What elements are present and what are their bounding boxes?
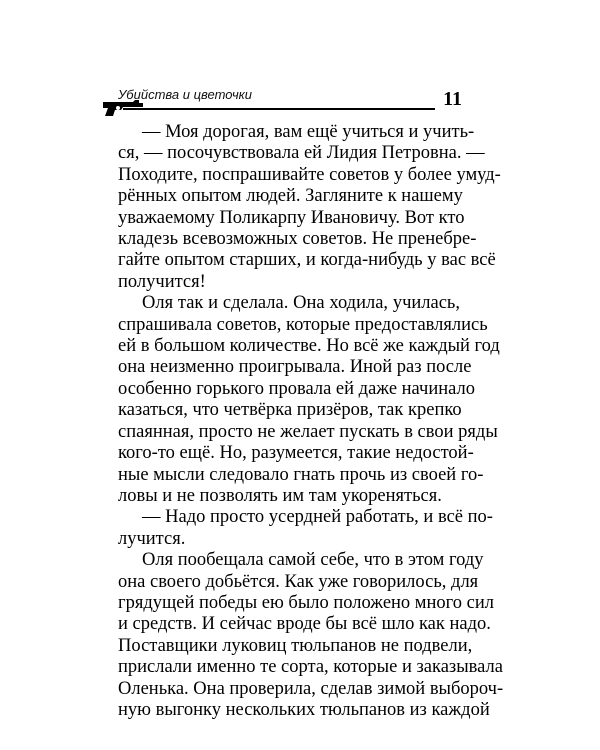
text-line: прислали именно те сорта, которые и заказывала [118,657,503,678]
paragraph [118,293,500,507]
text-line: кого-то ещё. Но, разумеется, такие недостой- [118,443,474,464]
text-line: кладезь всевозможных советов. Не пренебре- [118,229,477,250]
text-line: спаянная, просто не желает пускать в свои ряды [118,421,498,442]
paragraph [118,550,504,721]
text-line: Оля так и сделала. Она ходила, училась, [142,293,460,314]
text-line: гайте опытом старших, и когда-нибудь у вас всё [118,250,496,271]
text-line: Оля пообещала самой себе, что в этом году [142,550,484,571]
text-line: — Моя дорогая, вам ещё учиться и учить- [142,122,475,142]
header-rule [123,108,435,110]
text-line: Походите, поспрашивайте советов у более умуд- [118,164,501,185]
text-line: рённых опытом людей. Загляните к нашему [118,186,463,207]
running-header [99,84,465,114]
text-line: казаться, что четвёрка призёров, так крепко [118,400,462,421]
text-line: она своего добьётся. Как уже говорилось, для [118,571,479,592]
body-text [118,122,504,721]
text-line: получится! [118,271,206,292]
text-line: ся, — посочувствовала ей Лидия Петровна. — [118,143,485,164]
paragraph [118,122,501,293]
paragraph [118,507,493,550]
text-line: ную выгонку нескольких тюльпанов из каждой [118,699,490,720]
text-line: Оленька. Она проверила, сделав зимой выбороч- [118,678,504,699]
text-line: грядущей победы ею было положено много сил [118,592,495,613]
page-number: 11 [443,88,462,110]
text-line: — Надо просто усердней работать, и всё по- [142,507,493,528]
text-line: уважаемому Поликарпу Ивановичу. Вот кто [118,207,465,228]
text-line: лучится. [118,528,186,549]
text-line: ловы и не позволять им там укореняться. [118,485,442,506]
running-title: Убийства и цветочки [118,87,253,102]
text-line: ей в большом количестве. Но всё же каждый год [118,336,500,357]
text-line: Поставщики луковиц тюльпанов не подвели, [118,635,473,656]
text-line: ные мысли следовало гнать прочь из своей го- [118,464,484,485]
text-line: особенно горького провала ей даже начинало [118,378,475,399]
text-line: она неизменно проигрывала. Иной раз после [118,357,472,378]
text-line: и средств. И сейчас вроде бы всё шло как надо. [118,614,491,635]
text-line: спрашивала советов, которые предоставлялись [118,314,488,335]
